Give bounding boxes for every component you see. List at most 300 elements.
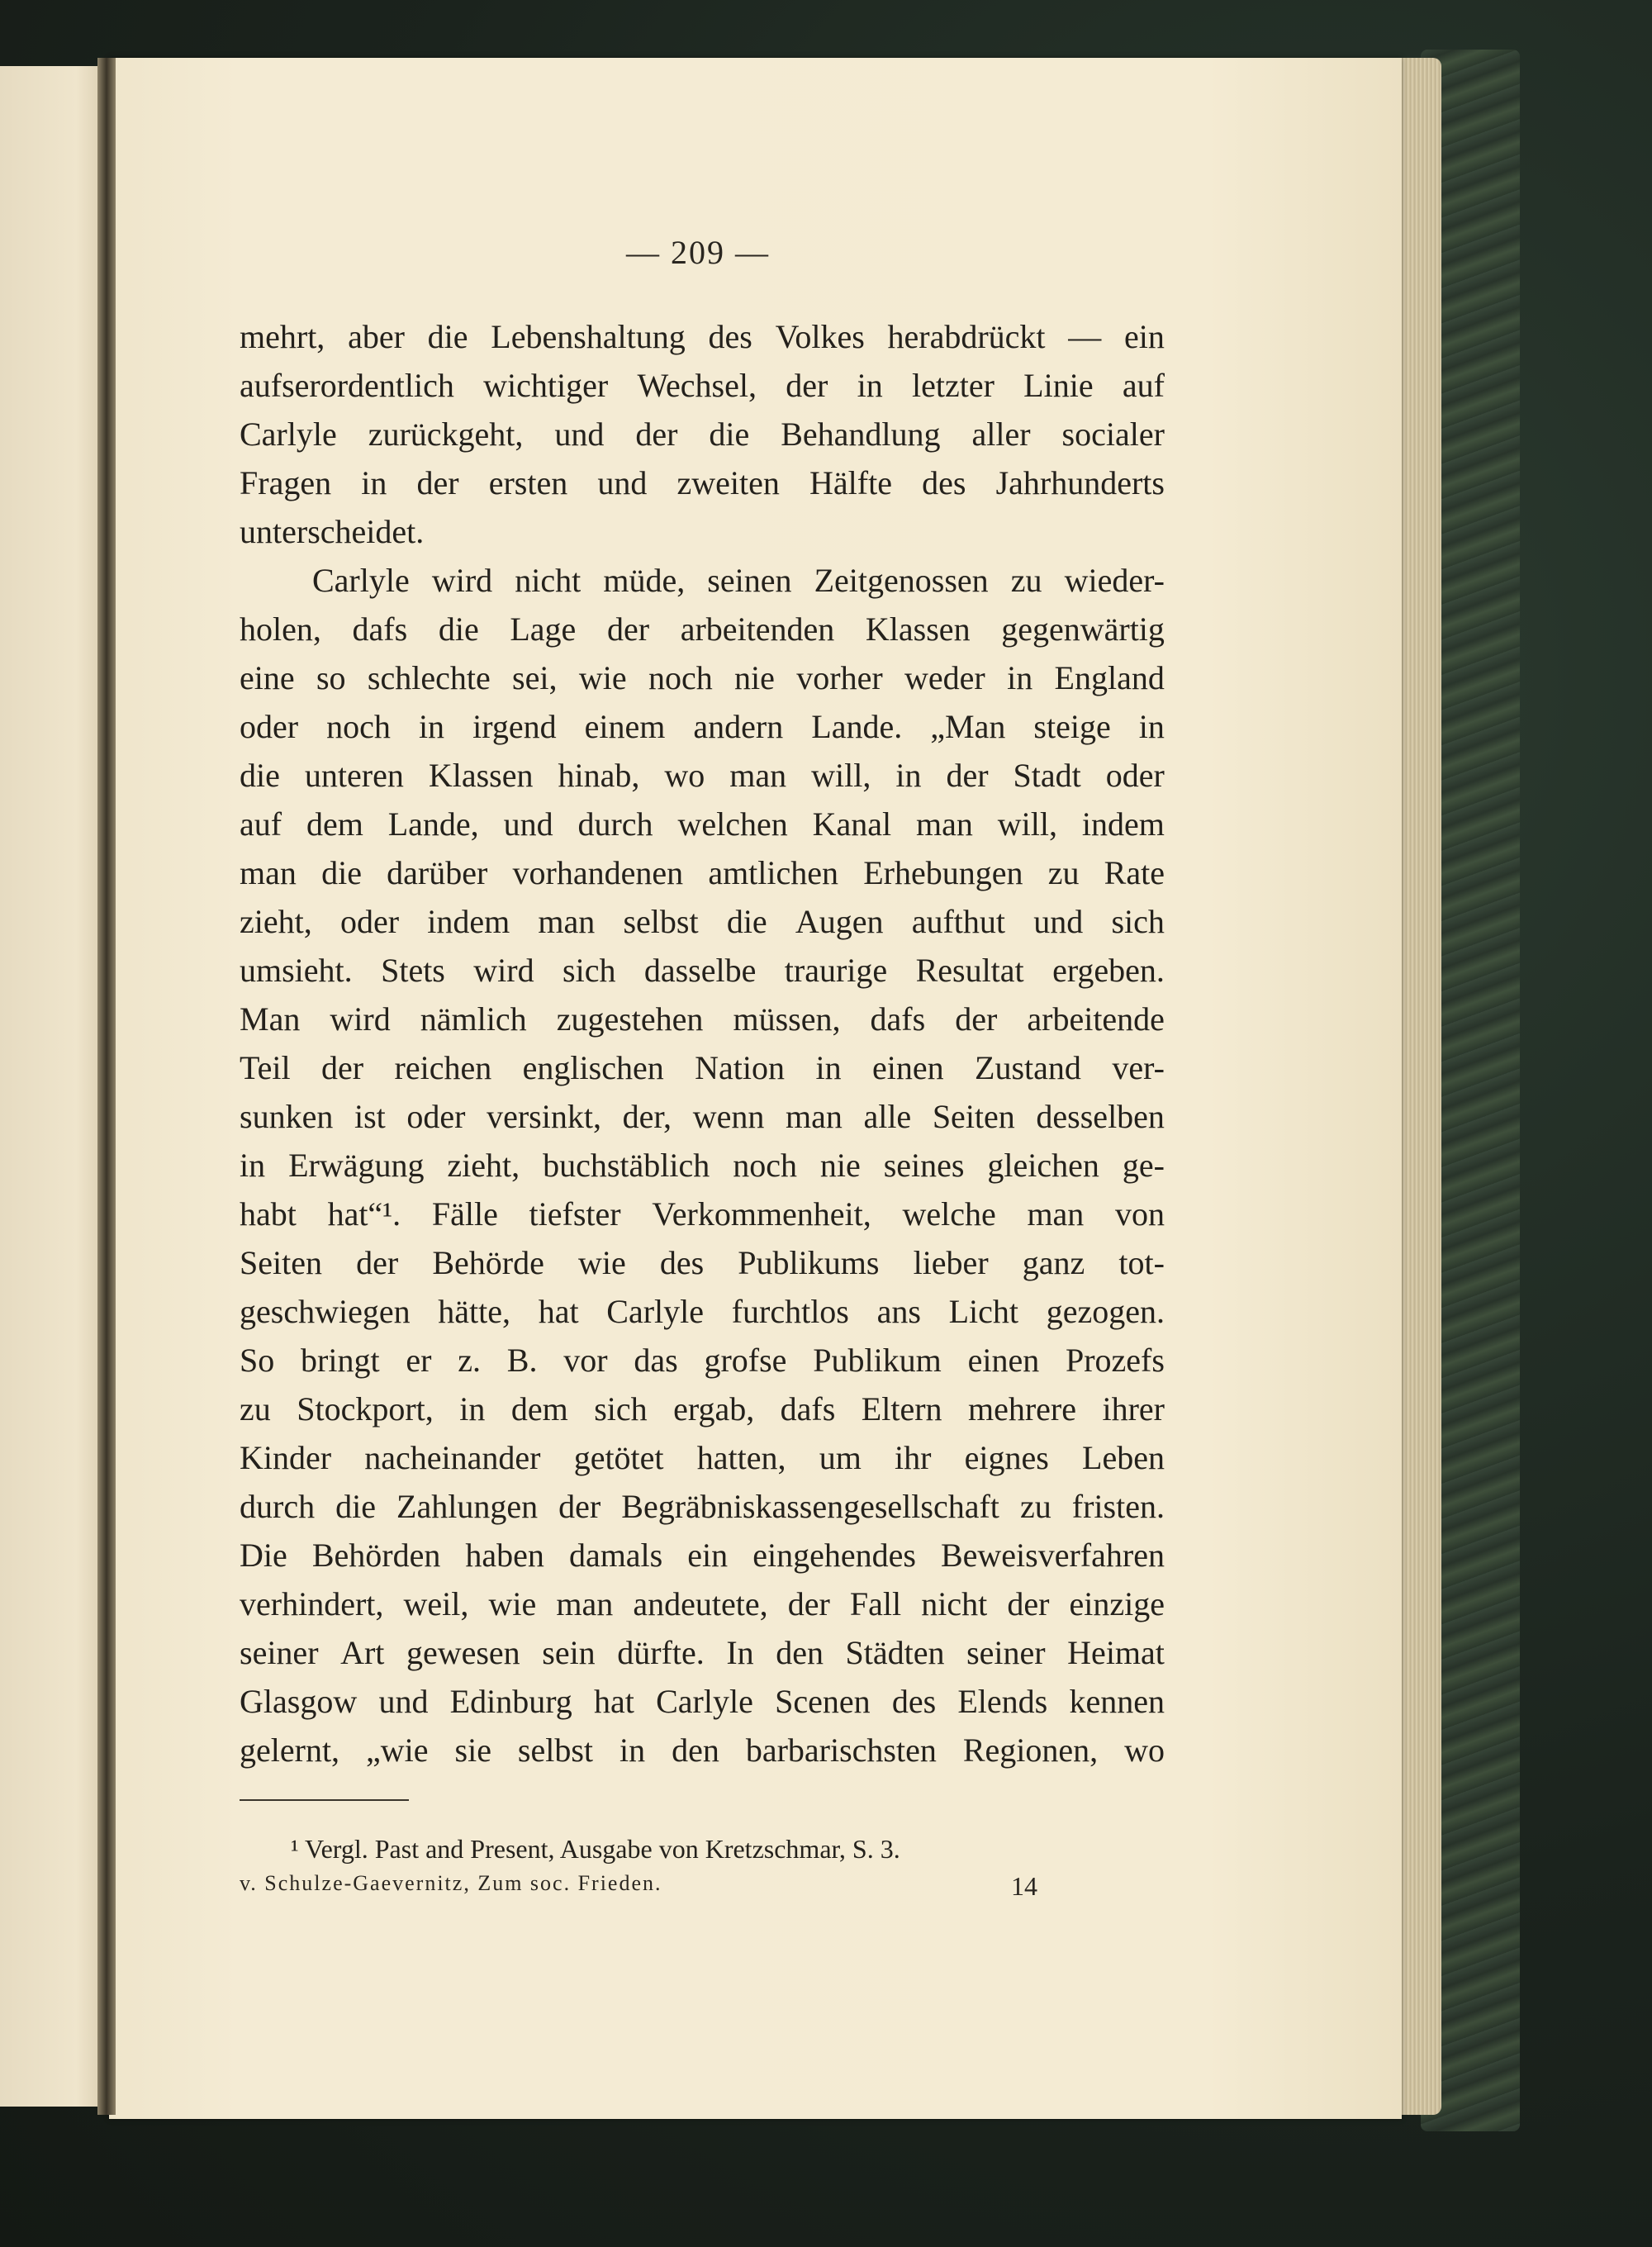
word: Carlyle [312, 562, 410, 599]
word: nicht [515, 562, 582, 599]
word: buchstäblich [543, 1147, 710, 1184]
word: Carlyle [240, 416, 337, 453]
word: zu [1019, 1488, 1051, 1525]
word: die [335, 1488, 376, 1525]
word: seines [883, 1147, 965, 1184]
word: die [709, 416, 750, 453]
word: Kanal [812, 805, 892, 843]
word: Verkommenheit, [652, 1195, 871, 1233]
word: in [240, 1147, 266, 1184]
word: ihrer [1102, 1390, 1165, 1428]
word: Edinburg [449, 1683, 572, 1720]
word: Lande, [387, 805, 479, 843]
text-line [240, 1628, 1165, 1677]
word: er [406, 1342, 432, 1379]
word: „wie [366, 1732, 429, 1769]
text-line [240, 800, 1165, 848]
word: indem [427, 903, 510, 940]
word: mehrere [967, 1390, 1076, 1428]
signature-author: v. Schulze-Gaevernitz, Zum soc. Frieden. [240, 1871, 662, 1895]
word: zu [240, 1390, 271, 1428]
word: darüber [387, 854, 488, 891]
word: Fälle [431, 1195, 498, 1233]
word: ihr [895, 1439, 932, 1476]
word: welchen [677, 805, 788, 843]
word: socialer [1061, 416, 1165, 453]
word: des [708, 318, 752, 355]
text-line [240, 848, 1165, 897]
word: sunken [240, 1098, 334, 1135]
word: grofse [704, 1342, 787, 1379]
word: die [438, 610, 479, 648]
word: tiefster [529, 1195, 621, 1233]
word: der [635, 416, 678, 453]
word: zu [1047, 854, 1080, 891]
word: Licht [948, 1293, 1018, 1330]
word: der [416, 464, 459, 501]
text-line [240, 507, 1165, 556]
word: herabdrückt [887, 318, 1046, 355]
word: indem [1081, 805, 1165, 843]
word: wo [664, 757, 705, 794]
text-line [240, 556, 1165, 605]
word: in [361, 464, 387, 501]
word: unteren [304, 757, 404, 794]
word: Rate [1104, 854, 1165, 891]
word: gegenwärtig [1001, 610, 1165, 648]
word: durch [240, 1488, 316, 1525]
word: gleichen [987, 1147, 1099, 1184]
word: sein [542, 1634, 596, 1671]
word: haben [465, 1537, 544, 1574]
word: dafs [352, 610, 408, 648]
word: steige [1033, 708, 1111, 745]
word: Leben [1082, 1439, 1165, 1476]
word: Zahlungen [396, 1488, 539, 1525]
word: englischen [522, 1049, 664, 1086]
word: zieht, [447, 1147, 520, 1184]
word: den [776, 1634, 824, 1671]
word: seinen [707, 562, 792, 599]
word: von [1115, 1195, 1165, 1233]
word: Fragen [240, 464, 332, 501]
word: desselben [1036, 1098, 1165, 1135]
word: sich [563, 952, 616, 989]
text-line [240, 361, 1165, 410]
text-line [240, 1287, 1165, 1336]
text-line [240, 1190, 1165, 1238]
word: Hälfte [809, 464, 892, 501]
word: man [556, 1585, 614, 1622]
word: — [1068, 318, 1102, 355]
word: Seiten [240, 1244, 322, 1281]
word: arbeitenden [680, 610, 835, 648]
word: zweiten [676, 464, 780, 501]
word: zugestehen [556, 1000, 704, 1038]
word: aber [348, 318, 405, 355]
word: Erhebungen [863, 854, 1023, 891]
word: alle [863, 1098, 912, 1135]
word: gezogen. [1046, 1293, 1165, 1330]
previous-page-edge [0, 66, 109, 2107]
word: Carlyle [606, 1293, 704, 1330]
word: tot- [1118, 1244, 1165, 1281]
word: hat“¹. [327, 1195, 401, 1233]
word: Heimat [1067, 1634, 1165, 1671]
word: vorher [796, 659, 883, 696]
word: und [554, 416, 605, 453]
word: in [895, 757, 922, 794]
word: In [726, 1634, 754, 1671]
word: aufserordentlich [240, 367, 454, 404]
word: die [726, 903, 767, 940]
word: der [606, 610, 650, 648]
text-line [240, 410, 1165, 458]
word: ans [876, 1293, 921, 1330]
word: andern [693, 708, 784, 745]
word: ganz [1022, 1244, 1085, 1281]
word: bringt [301, 1342, 380, 1379]
body-text [240, 312, 1165, 1774]
word: der [955, 1000, 998, 1038]
text-line [240, 458, 1165, 507]
word: sich [594, 1390, 648, 1428]
footnote-divider [240, 1799, 409, 1801]
word: nie [819, 1147, 861, 1184]
word: ergab, [673, 1390, 755, 1428]
word: lieber [913, 1244, 989, 1281]
word: damals [568, 1537, 663, 1574]
word: seiner [240, 1634, 319, 1671]
word: Klassen [865, 610, 971, 648]
book-gutter [97, 58, 116, 2115]
word: ergeben. [1052, 952, 1165, 989]
word: barbarischsten [745, 1732, 937, 1769]
word: man [1027, 1195, 1085, 1233]
word: furchtlos [731, 1293, 849, 1330]
text-line [240, 751, 1165, 800]
word: Man [240, 1000, 301, 1038]
word: wo [1124, 1732, 1165, 1769]
word: nie [734, 659, 775, 696]
word: Linie [1023, 367, 1094, 404]
word: und [503, 805, 553, 843]
word: müde, [603, 562, 686, 599]
word: und [378, 1683, 429, 1720]
text-line [240, 1677, 1165, 1726]
word: Regionen, [962, 1732, 1099, 1769]
word: verhindert, [240, 1585, 384, 1622]
text-line [240, 995, 1165, 1043]
word: ist [354, 1098, 386, 1135]
word: wie [577, 1244, 626, 1281]
word: man [916, 805, 973, 843]
text-line [240, 1238, 1165, 1287]
word: unterscheidet. [240, 513, 425, 550]
word: selbst [517, 1732, 594, 1769]
text-line [240, 1092, 1165, 1141]
word: Städten [845, 1634, 945, 1671]
word: in [620, 1732, 646, 1769]
word: schlechte [367, 659, 491, 696]
word: Lande. [811, 708, 903, 745]
word: die [427, 318, 468, 355]
word: nämlich [420, 1000, 527, 1038]
word: wird [330, 1000, 391, 1038]
word: ersten [488, 464, 568, 501]
word: noch [648, 659, 713, 696]
word: dem [510, 1390, 568, 1428]
word: des [659, 1244, 705, 1281]
word: Seiten [932, 1098, 1015, 1135]
word: Scenen [775, 1683, 871, 1720]
text-line [240, 653, 1165, 702]
word: wenn [692, 1098, 765, 1135]
word: weil, [403, 1585, 469, 1622]
text-line [240, 1385, 1165, 1433]
word: man [785, 1098, 843, 1135]
word: Lebenshaltung [491, 318, 686, 355]
word: nacheinander [364, 1439, 541, 1476]
word: will, [811, 757, 871, 794]
word: Publikums [738, 1244, 880, 1281]
text-line [240, 1531, 1165, 1580]
word: eignes [964, 1439, 1049, 1476]
word: Wechsel, [637, 367, 757, 404]
word: Lage [510, 610, 577, 648]
word: Beweisverfahren [940, 1537, 1165, 1574]
word: durch [577, 805, 653, 843]
word: arbeitende [1027, 1000, 1165, 1038]
word: nicht [921, 1585, 988, 1622]
word: hat [538, 1293, 579, 1330]
word: Prozefs [1065, 1342, 1165, 1379]
word: in [418, 708, 445, 745]
word: vorhandenen [512, 854, 684, 891]
word: noch [326, 708, 391, 745]
word: einen [872, 1049, 944, 1086]
word: der [787, 1585, 830, 1622]
word: des [891, 1683, 937, 1720]
text-line [240, 1726, 1165, 1774]
word: Publikum [813, 1342, 942, 1379]
word: wichtiger [483, 367, 609, 404]
text-line [240, 1433, 1165, 1482]
word: reichen [394, 1049, 492, 1086]
word: gelernt, [240, 1732, 340, 1769]
word: die [240, 757, 280, 794]
word: mehrt, [240, 318, 325, 355]
word: einzige [1069, 1585, 1165, 1622]
word: wieder- [1064, 562, 1165, 599]
word: Art [340, 1634, 385, 1671]
word: Stets [381, 952, 445, 989]
word: der [1007, 1585, 1050, 1622]
word: die [321, 854, 362, 891]
text-line [240, 605, 1165, 653]
word: auf [1122, 367, 1165, 404]
word: wird [473, 952, 534, 989]
word: einen [967, 1342, 1040, 1379]
word: Erwägung [288, 1147, 425, 1184]
word: welche [902, 1195, 996, 1233]
word: irgend [472, 708, 557, 745]
word: holen, [240, 610, 321, 648]
word: hat [594, 1683, 634, 1720]
word: der, [622, 1098, 672, 1135]
word: umsieht. [240, 952, 353, 989]
word: hatten, [696, 1439, 786, 1476]
word: dafs [780, 1390, 836, 1428]
word: kennen [1069, 1683, 1165, 1720]
word: Stadt [1013, 757, 1081, 794]
word: wie [488, 1585, 537, 1622]
word: man [538, 903, 596, 940]
word: selbst [623, 903, 699, 940]
word: Stockport, [297, 1390, 434, 1428]
text-line [240, 897, 1165, 946]
word: Behandlung [781, 416, 941, 453]
text-line [240, 1482, 1165, 1531]
word: Zeitgenossen [814, 562, 989, 599]
word: ein [1124, 318, 1165, 355]
word: Glasgow [240, 1683, 358, 1720]
signature-sheet-number: 14 [1011, 1871, 1037, 1901]
word: das [634, 1342, 678, 1379]
word: traurige [784, 952, 888, 989]
word: „Man [930, 708, 1006, 745]
word: eingehendes [752, 1537, 916, 1574]
word: will, [997, 805, 1057, 843]
page-edges [1396, 58, 1441, 2115]
word: Klassen [428, 757, 534, 794]
word: Kinder [240, 1439, 332, 1476]
word: getötet [573, 1439, 664, 1476]
printer-signature [240, 1871, 1037, 1902]
word: vor [563, 1342, 608, 1379]
word: in [459, 1390, 486, 1428]
word: hinab, [558, 757, 640, 794]
word: man [729, 757, 787, 794]
word: andeutete, [633, 1585, 768, 1622]
word: seiner [966, 1634, 1046, 1671]
word: der [786, 367, 828, 404]
text-line [240, 1043, 1165, 1092]
word: und [597, 464, 648, 501]
word: ver- [1112, 1049, 1165, 1086]
word: fristen. [1071, 1488, 1165, 1525]
word: noch [733, 1147, 797, 1184]
word: Zustand [975, 1049, 1081, 1086]
word: zu [1010, 562, 1042, 599]
word: man [240, 854, 297, 891]
word: müssen, [733, 1000, 841, 1038]
word: der [321, 1049, 364, 1086]
word: dem [306, 805, 363, 843]
word: der [558, 1488, 601, 1525]
word: dafs [870, 1000, 926, 1038]
word: England [1054, 659, 1165, 696]
word: so [316, 659, 346, 696]
word: hätte, [438, 1293, 511, 1330]
word: dasselbe [643, 952, 757, 989]
word: letzter [911, 367, 995, 404]
word: in [1007, 659, 1033, 696]
word: versinkt, [487, 1098, 601, 1135]
word: Elends [957, 1683, 1048, 1720]
text-line [240, 1141, 1165, 1190]
word: Teil [240, 1049, 291, 1086]
word: wird [431, 562, 493, 599]
word: weder [904, 659, 985, 696]
word: den [672, 1732, 719, 1769]
word: um [819, 1439, 862, 1476]
word: oder [1105, 757, 1165, 794]
word: Augen [795, 903, 884, 940]
word: oder [339, 903, 400, 940]
word: Volkes [775, 318, 865, 355]
word: und [1033, 903, 1084, 940]
text-line [240, 702, 1165, 751]
word: zieht, [240, 903, 312, 940]
page-number: — 209 — [626, 234, 770, 271]
word: der [356, 1244, 399, 1281]
word: Carlyle [656, 1683, 753, 1720]
word: amtlichen [708, 854, 839, 891]
word: wie [578, 659, 627, 696]
word: sie [454, 1732, 491, 1769]
word: dürfte. [617, 1634, 705, 1671]
word: Eltern [861, 1390, 942, 1428]
word: eine [240, 659, 295, 696]
word: So [240, 1342, 275, 1379]
text-line [240, 312, 1165, 361]
word: sich [1111, 903, 1165, 940]
word: oder [240, 708, 299, 745]
word: B. [506, 1342, 538, 1379]
word: aller [971, 416, 1031, 453]
word: in [857, 367, 883, 404]
word: oder [406, 1098, 466, 1135]
word: der [946, 757, 989, 794]
word: gewesen [406, 1634, 520, 1671]
word: Nation [695, 1049, 786, 1086]
word: Behörden [311, 1537, 441, 1574]
word: ge- [1122, 1147, 1165, 1184]
text-line [240, 1580, 1165, 1628]
word: auf [240, 805, 282, 843]
word: Fall [849, 1585, 902, 1622]
word: Resultat [915, 952, 1024, 989]
word: des [922, 464, 966, 501]
word: z. [458, 1342, 481, 1379]
word: einem [584, 708, 666, 745]
word: ein [687, 1537, 729, 1574]
text-line [240, 1336, 1165, 1385]
word: Jahrhunderts [995, 464, 1165, 501]
word: Begräbniskassengesellschaft [621, 1488, 999, 1525]
word: Die [240, 1537, 287, 1574]
footnote: ¹ Vergl. Past and Present, Ausgabe von Kretzschmar, S. 3. [291, 1834, 900, 1864]
word: Behörde [432, 1244, 544, 1281]
word: in [815, 1049, 842, 1086]
word: aufthut [911, 903, 1006, 940]
word: habt [240, 1195, 297, 1233]
word: in [1138, 708, 1165, 745]
word: sei, [512, 659, 558, 696]
text-line [240, 946, 1165, 995]
word: geschwiegen [240, 1293, 411, 1330]
